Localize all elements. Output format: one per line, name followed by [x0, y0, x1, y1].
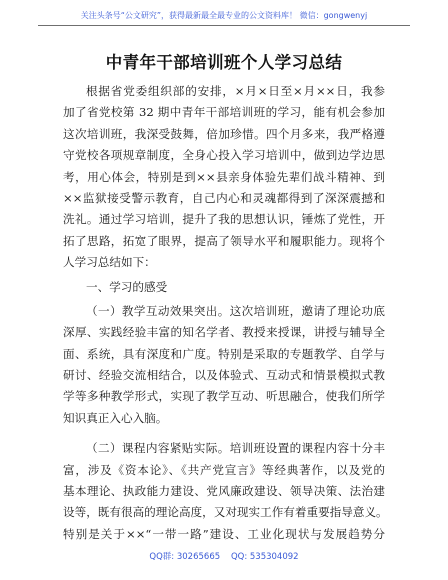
intro-line: 人学习总结如下：	[63, 255, 156, 270]
intro-line: 洗礼。通过学习培训，提升了我的思想认识，锤炼了党性，开	[63, 212, 385, 227]
paragraph-gap	[63, 429, 385, 438]
paragraph-2-line: 富，涉及《资本论》、《共产党宣言》等经典著作，以及党的	[63, 462, 385, 477]
paragraph-2-line: 特别是关于××“一带一路”建设、工业化现状与发展趋势分	[63, 526, 385, 541]
paragraph-2-line: 设等，既有很高的理论高度，又对现实工作有着重要指导意义。	[63, 505, 388, 520]
paragraph-2-line: 基本理论、执政能力建设、党风廉政建设、领导决策、法治建	[63, 484, 385, 499]
intro-line: ××监狱接受警示教育，自己内心和灵魂都得到了深深震撼和	[63, 190, 385, 205]
intro-line: 拓了思路，拓宽了眼界，提高了领导水平和履职能力。现将个	[63, 233, 385, 248]
intro-line: 加了省党校第 32 期中青年干部培训班的学习，能有机会参加	[63, 105, 385, 120]
paragraph-1-line: 知识真正入心入脑。	[63, 410, 168, 425]
header-divider	[38, 25, 410, 26]
intro-line: 考，用心体会，特别是到××县亲身体验先辈们战斗精神、到	[63, 169, 385, 184]
document-body	[63, 81, 388, 545]
paragraph-1-line: 面、系统，具有深度和广度。特别是采取的专题教学、自学与	[63, 346, 385, 361]
intro-line: 根据省党委组织部的安排，×月×日至×月××日，我参	[86, 84, 385, 98]
intro-line: 守党校各项规章制度，全身心投入学习培训中，做到边学边思	[63, 148, 385, 163]
footer-contact: QQ群: 30265665 QQ: 535304092	[149, 552, 299, 562]
paragraph-1-line: （一）教学互动效果突出。这次培训班，邀请了理论功底	[86, 303, 385, 318]
paragraph-1-line: 深厚、实践经验丰富的知名学者、教授来授课，讲授与辅导全	[63, 325, 385, 340]
header-banner: 关注头条号“公文研究”，获得最新最全最专业的公文资料库！ 微信：gongwenyj	[80, 11, 368, 20]
document-title: 中青年干部培训班个人学习总结	[105, 53, 343, 72]
intro-line: 这次培训班，我深受鼓舞，倍加珍惜。四个月多来，我严格遵	[63, 126, 385, 141]
paragraph-2-line: （二）课程内容紧贴实际。培训班设置的课程内容十分丰	[86, 441, 385, 456]
section-heading: 一、学习的感受	[86, 279, 168, 294]
paragraph-1-line: 研讨、经验交流相结合，以及体验式、互动式和情景模拟式教	[63, 368, 385, 383]
paragraph-1-line: 学等多种教学形式，实现了教学互动、听思融合，使我们所学	[63, 389, 385, 404]
